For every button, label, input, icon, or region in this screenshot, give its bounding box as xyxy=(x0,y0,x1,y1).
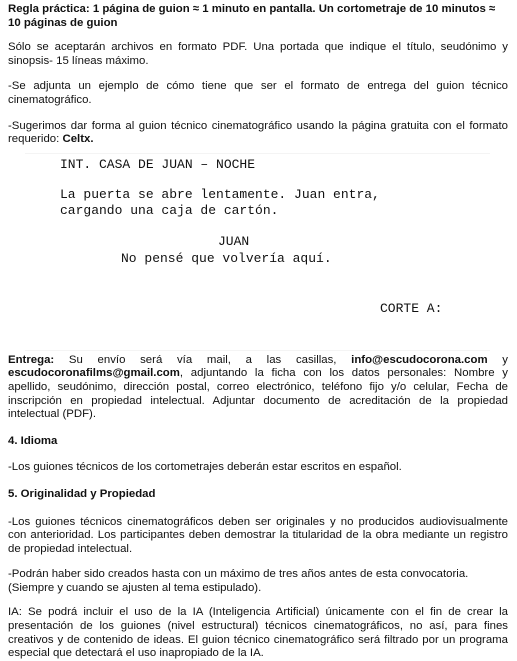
email-films: escudocoronafilms@gmail.com xyxy=(8,367,180,380)
celtx-name: Celtx. xyxy=(62,133,94,146)
entrega-text-3: , adjuntando la ficha con los datos personales: Nombre y apellido, seudónimo, dirección postal, correo electrónico, teléfono fijo y/o celular, Fecha de inscripción en propiedad intelectual. Adjuntar documento de acreditación de la propiedad intelectual (PDF). xyxy=(8,367,508,421)
suggest-text: -Sugerimos dar forma al guion técnico cinematográfico usando la página gratuita con el formato requerido: xyxy=(8,119,508,146)
section-5-heading: 5. Originalidad y Propiedad xyxy=(8,487,156,500)
date-limit-line-2: (Siempre y cuando se ajusten al tema estipulado). xyxy=(8,581,262,594)
section-4-heading: 4. Idioma xyxy=(8,434,58,447)
date-limit-paragraph xyxy=(8,568,508,595)
action-line-2: cargando una caja de cartón. xyxy=(60,202,279,218)
script-example-image xyxy=(25,153,490,351)
date-limit-line-1: -Podrán haber sido creados hasta con un máximo de tres años antes de esta convocatoria. xyxy=(8,568,469,581)
section-4-text: -Los guiones técnicos de los cortometrajes deberán estar escritos en español. xyxy=(8,461,402,474)
scene-heading: INT. CASA DE JUAN – NOCHE xyxy=(60,156,256,172)
character-name: JUAN xyxy=(218,233,250,249)
pdf-format-paragraph: Sólo se aceptarán archivos en formato PDF. Una portada que indique el título, seudónimo y sinopsis- 15 líneas máximo. xyxy=(8,41,508,67)
entrega-text-2: y xyxy=(487,353,508,366)
originality-paragraph: -Los guiones técnicos cinematográficos deben ser originales y no producidos audiovisualmente con anterioridad. Los participantes deben demostrar la titularidad de la obra mediante un registro de propiedad intelectual. xyxy=(8,515,508,555)
email-info: info@escudocorona.com xyxy=(351,353,488,366)
transition-line: CORTE A: xyxy=(380,300,443,316)
action-line-1: La puerta se abre lentamente. Juan entra, xyxy=(60,186,380,202)
suggest-paragraph xyxy=(8,120,508,147)
document-page xyxy=(8,3,508,661)
ia-paragraph: IA: Se podrá incluir el uso de la IA (Inteligencia Artificial) únicamente con el fin de crear la presentación de los guiones (nivel estructural) técnicos cinematográficos, no así, para fines creativos y de contenido de ideas. El guion técnico cinematográfico será filtrado por un programa especial que detectará el uso inapropiado de la IA. xyxy=(8,606,508,660)
entrega-paragraph xyxy=(8,354,508,422)
entrega-label: Entrega: xyxy=(8,353,55,366)
dialogue-line: No pensé que volvería aquí. xyxy=(121,250,332,266)
entrega-text-1: Su envío será vía mail, a las casillas, xyxy=(54,353,352,366)
rule-of-thumb: Regla práctica: 1 página de guion ≈ 1 minuto en pantalla. Un cortometraje de 10 minutos ≈ 10 páginas de guion xyxy=(8,3,496,29)
example-paragraph: -Se adjunta un ejemplo de cómo tiene que ser el formato de entrega del guion técnico cinematográfico. xyxy=(8,80,508,106)
